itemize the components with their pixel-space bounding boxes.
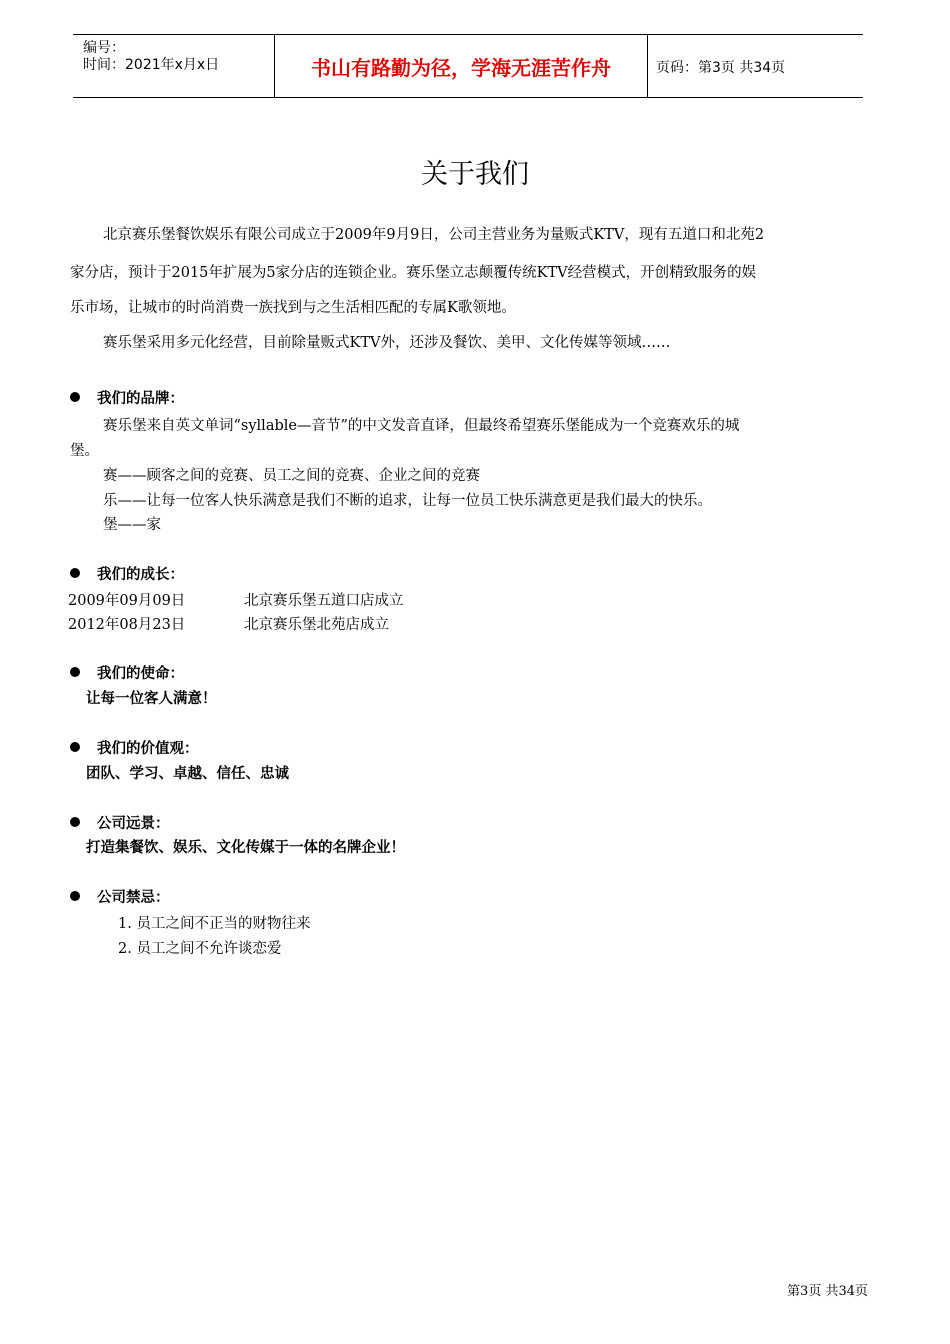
header-meta-cell [73, 35, 275, 97]
bullet-icon [70, 817, 80, 827]
header-page-number: 页码：第3页 共34页 [656, 60, 786, 76]
mission-heading: 我们的使命： [97, 666, 184, 682]
header-page-cell [648, 35, 862, 97]
brand-line-1: 赛乐堡来自英文单词“syllable—音节”的中文发音直译，但最终希望赛乐堡能成为一个竞赛欢乐的城 [103, 418, 740, 434]
values-heading: 我们的价值观： [97, 741, 199, 757]
bullet-icon [70, 392, 80, 402]
taboo-heading: 公司禁忌： [97, 890, 170, 906]
brand-line-2: 堡。 [70, 443, 99, 459]
taboo-item-2: 2. 员工之间不允许谈恋爱 [118, 941, 282, 957]
growth-date-2: 2012年08月23日 [68, 617, 186, 633]
intro-line-2: 家分店，预计于2015年扩展为5家分店的连锁企业。赛乐堡立志颠覆传统KTV经营模式，开创精致服务的娱 [70, 265, 757, 281]
intro-line-1: 北京赛乐堡餐饮娱乐有限公司成立于2009年9月9日，公司主营业务为量贩式KTV，现有五道口和北苑2 [103, 227, 765, 243]
bullet-icon [70, 667, 80, 677]
page-footer: 第3页 共34页 [787, 1284, 868, 1299]
vision-heading: 公司远景： [97, 816, 170, 832]
brand-sai: 赛——顾客之间的竞赛、员工之间的竞赛、企业之间的竞赛 [103, 468, 480, 484]
taboo-item-1: 1. 员工之间不正当的财物往来 [118, 916, 311, 932]
vision-text: 打造集餐饮、娱乐、文化传媒于一体的名牌企业！ [86, 840, 405, 856]
values-text: 团队、学习、卓越、信任、忠诚 [86, 766, 289, 782]
brand-le: 乐——让每一位客人快乐满意是我们不断的追求，让每一位员工快乐满意更是我们最大的快乐。 [103, 493, 712, 509]
page-header [73, 34, 863, 98]
intro-line-4: 赛乐堡采用多元化经营，目前除量贩式KTV外，还涉及餐饮、美甲、文化传媒等领域…… [103, 335, 671, 351]
bullet-icon [70, 568, 80, 578]
growth-event-2: 北京赛乐堡北苑店成立 [244, 617, 389, 633]
document-time-label: 时间：2021年x月x日 [83, 57, 220, 73]
growth-date-1: 2009年09月09日 [68, 593, 186, 609]
brand-bao: 堡——家 [103, 517, 161, 533]
bullet-icon [70, 891, 80, 901]
bullet-icon [70, 742, 80, 752]
header-motto-cell [275, 35, 648, 97]
document-number-label: 编号： [83, 40, 125, 56]
page-title: 关于我们 [421, 159, 529, 190]
header-motto: 书山有路勤为径，学海无涯苦作舟 [311, 56, 611, 80]
brand-heading: 我们的品牌： [97, 391, 184, 407]
intro-line-3: 乐市场，让城市的时尚消费一族找到与之生活相匹配的专属K歌领地。 [70, 300, 516, 316]
growth-heading: 我们的成长： [97, 567, 184, 583]
mission-text: 让每一位客人满意！ [86, 691, 217, 707]
growth-event-1: 北京赛乐堡五道口店成立 [244, 593, 404, 609]
